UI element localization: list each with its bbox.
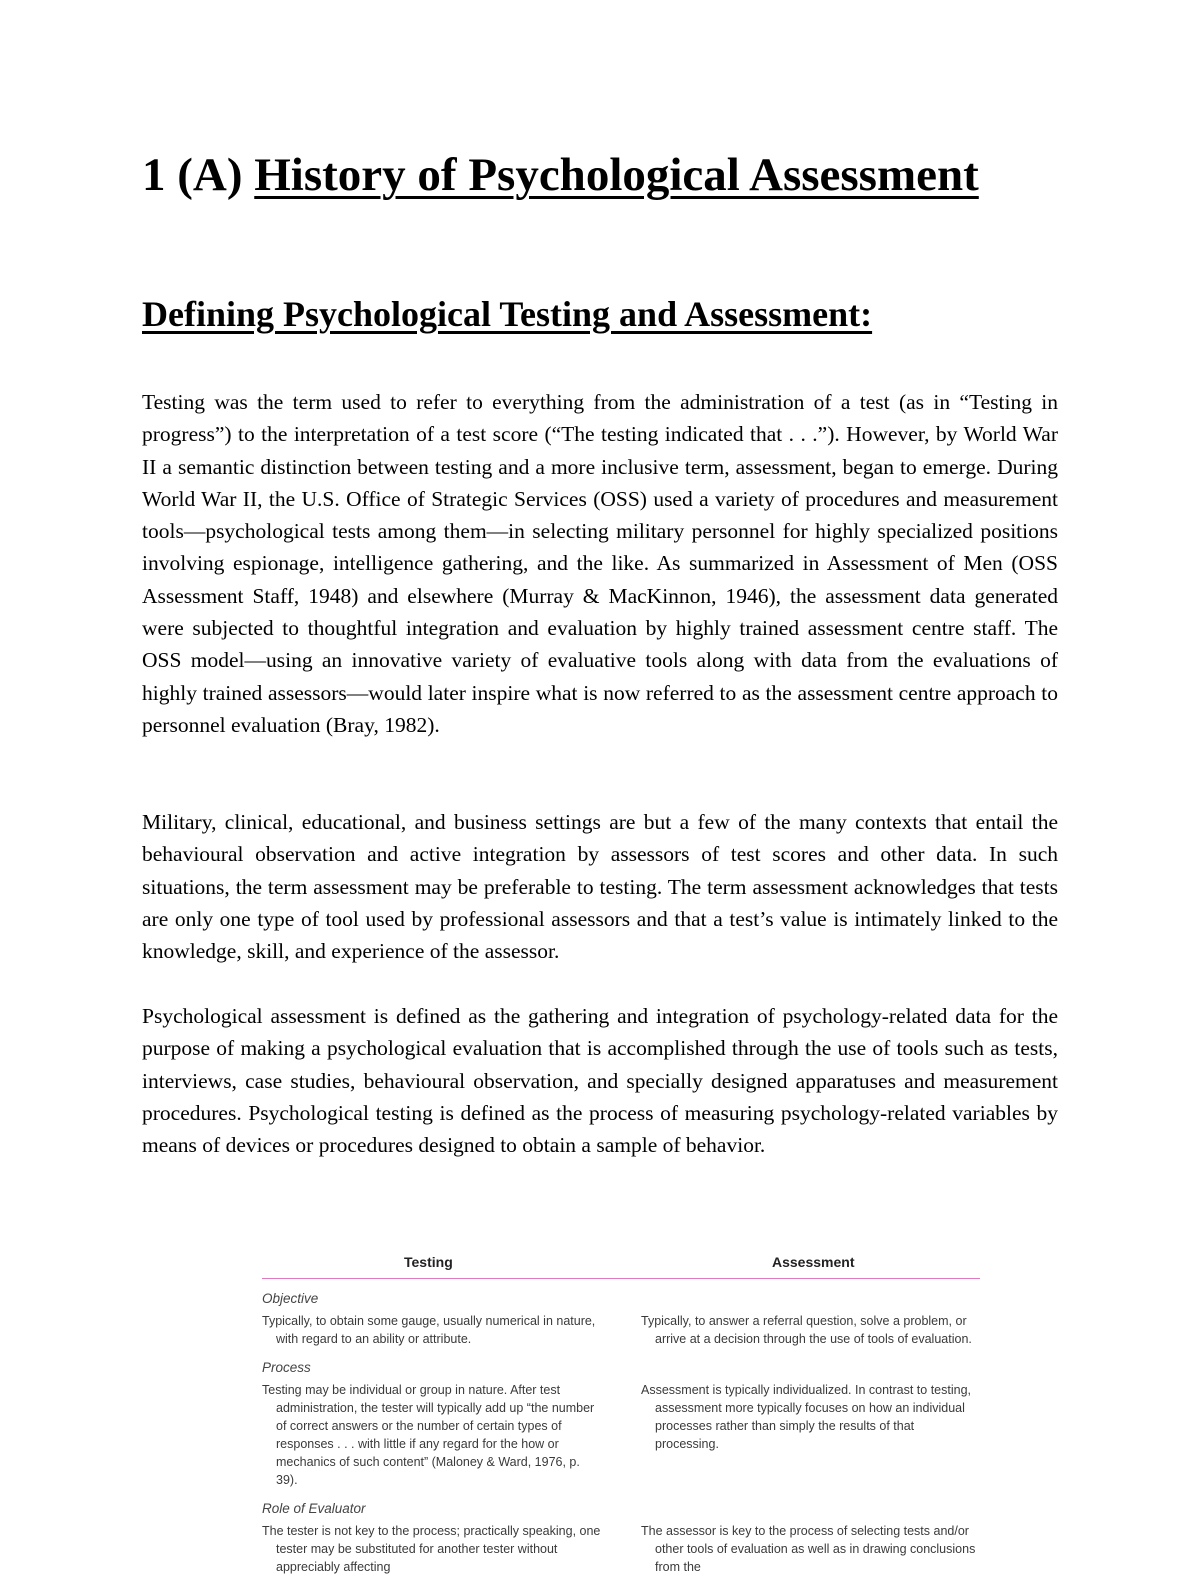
column-header-assessment: Assessment <box>772 1254 855 1270</box>
table-row <box>262 1312 980 1348</box>
testing-cell: Testing may be individual or group in nature. After test administration, the tester will typically add up “the number of correct answers or the number of certain types of responses . . . with little if any regard for the how or mechanics of such content” (Maloney & Ward, 1976, p. 39). <box>262 1383 595 1487</box>
section-heading: Defining Psychological Testing and Assessment: <box>142 294 873 334</box>
paragraph-testing-history: Testing was the term used to refer to everything from the administration of a test (as in “Testing in progress”) to the interpretation of a test score (“The testing indicated that . . .”). However, by World War II a semantic distinction between testing and a more inclusive term, assessment, began to emerge. During World War II, the U.S. Office of Strategic Services (OSS) used a variety of procedures and measurement tools—psychological tests among them—in selecting military personnel for highly specialized positions involving espionage, intelligence gathering, and the like. As summarized in Assessment of Men (OSS Assessment Staff, 1948) and elsewhere (Murray & MacKinnon, 1946), the assessment data generated were subjected to thoughtful integration and evaluation by highly trained assessment centre staff. The OSS model—using an innovative variety of evaluative tools along with data from the evaluations of highly trained assessors—would later inspire what is now referred to as the assessment centre approach to personnel evaluation (Bray, 1982). <box>142 390 1058 737</box>
table-section-role-of-evaluator <box>262 1501 980 1576</box>
page-title <box>142 145 1102 205</box>
testing-cell: Typically, to obtain some gauge, usually numerical in nature, with regard to an ability or attribute. <box>262 1314 596 1346</box>
table-row <box>262 1381 980 1489</box>
column-header-testing: Testing <box>404 1254 453 1270</box>
testing-cell: The tester is not key to the process; practically speaking, one tester may be substituted for another tester without appreciably affecting <box>262 1524 601 1574</box>
paragraph-definitions: Psychological assessment is defined as the gathering and integration of psychology-related data for the purpose of making a psychological evaluation that is accomplished through the use of tools such as tests, interviews, case studies, behavioural observation, and specially designed apparatuses and measurement procedures. Psychological testing is defined as the process of measuring psychology-related variables by means of devices or procedures designed to obtain a sample of behavior. <box>142 1004 1058 1158</box>
section-title: Process <box>262 1360 311 1375</box>
assessment-cell: The assessor is key to the process of selecting tests and/or other tools of evaluation as well as in drawing conclusions from the <box>641 1524 976 1574</box>
assessment-cell: Typically, to answer a referral question, solve a problem, or arrive at a decision through the use of tools of evaluation. <box>641 1314 972 1346</box>
title-prefix: 1 (A) <box>142 149 255 201</box>
table-header <box>262 1252 980 1279</box>
section-title: Objective <box>262 1291 319 1306</box>
table-section-process <box>262 1360 980 1489</box>
assessment-cell: Assessment is typically individualized. In contrast to testing, assessment more typically focuses on how an individual processes rather than simply the results of that processing. <box>641 1383 972 1451</box>
title-main: History of Psychological Assessment <box>254 149 979 201</box>
table-row <box>262 1522 980 1576</box>
comparison-table-figure <box>262 1252 980 1574</box>
paragraph-assessment-contexts: Military, clinical, educational, and business settings are but a few of the many contexts that entail the behavioural observation and active integration by assessors of test scores and other data. In such situations, the term assessment may be preferable to testing. The term assessment acknowledges that tests are only one type of tool used by professional assessors and that a test’s value is intimately linked to the knowledge, skill, and experience of the assessor. <box>142 810 1058 964</box>
table-section-objective <box>262 1291 980 1348</box>
section-title: Role of Evaluator <box>262 1501 366 1516</box>
